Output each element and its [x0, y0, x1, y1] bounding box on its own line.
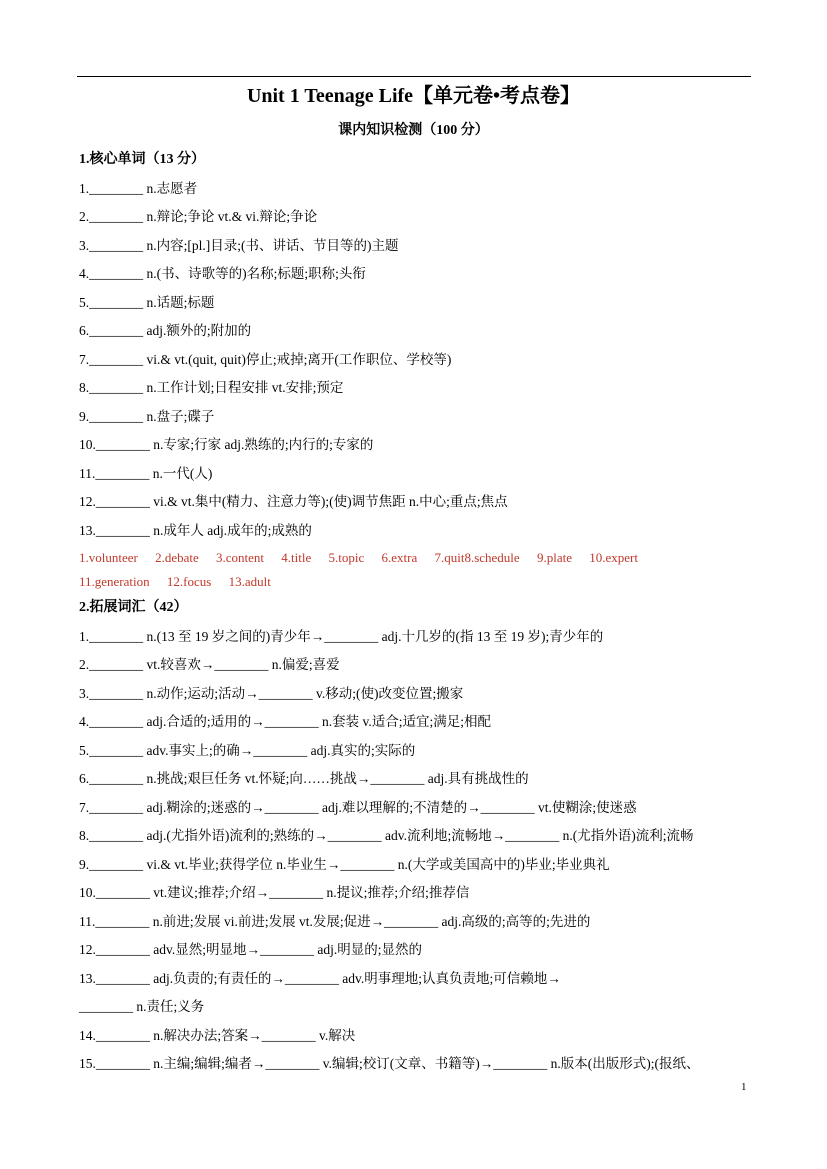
page-number: 1: [741, 1081, 747, 1093]
s2-item-11: 11.________ n.前进;发展 vi.前进;发展 vt.发展;促进→________ adj.高级的;高等的;先进的: [79, 914, 591, 929]
answer: 11.generation: [79, 574, 150, 589]
s1-item-10: 10.________ n.专家;行家 adj.熟练的;内行的;专家的: [79, 437, 374, 452]
answers-line-2: [79, 572, 285, 592]
s1-item-6: 6.________ adj.额外的;附加的: [79, 323, 252, 338]
s2-item-12: 12.________ adv.显然;明显地→________ adj.明显的;显然的: [79, 942, 422, 957]
s2-item-9: 9.________ vi.& vt.毕业;获得学位 n.毕业生→________ n.(大学或美国高中的)毕业;毕业典礼: [79, 857, 610, 872]
answer: 4.title: [281, 550, 312, 565]
s1-item-8: 8.________ n.工作计划;日程安排 vt.安排;预定: [79, 380, 344, 395]
answer: 9.plate: [536, 550, 572, 565]
s2-item-15: 15.________ n.主编;编辑;编者→________ v.编辑;校订(文章、书籍等)→________ n.版本(出版形式);(报纸、: [79, 1056, 700, 1071]
s2-item-3: 3.________ n.动作;运动;活动→________ v.移动;(使)改变位置;搬家: [79, 686, 464, 701]
answer: 5.topic: [328, 550, 365, 565]
top-rule: [77, 76, 751, 77]
answer: 13.adult: [228, 574, 271, 589]
s2-item-8: 8.________ adj.(尤指外语)流利的;熟练的→________ adv.流利地;流畅地→________ n.(尤指外语)流利;流畅: [79, 828, 694, 843]
s2-item-14: 14.________ n.解决办法;答案→________ v.解决: [79, 1028, 356, 1043]
s1-item-11: 11.________ n.一代(人): [79, 466, 213, 481]
answers-line-1: [79, 548, 652, 568]
s2-item-7: 7.________ adj.糊涂的;迷惑的→________ adj.难以理解的;不清楚的→________ vt.使糊涂;使迷惑: [79, 800, 637, 815]
s2-item-5: 5.________ adv.事实上;的确→________ adj.真实的;实际的: [79, 743, 416, 758]
answer: 10.expert: [589, 550, 638, 565]
s1-item-5: 5.________ n.话题;标题: [79, 295, 215, 310]
s2-item-6: 6.________ n.挑战;艰巨任务 vt.怀疑;向……挑战→________ adj.具有挑战性的: [79, 771, 529, 786]
answer: 6.extra: [381, 550, 418, 565]
answer: 7.quit8.schedule: [434, 550, 520, 565]
s2-item-10: 10.________ vt.建议;推荐;介绍→________ n.提议;推荐;介绍;推荐信: [79, 885, 470, 900]
answer: 2.debate: [155, 550, 199, 565]
s2-item-13-cont: ________ n.责任;义务: [79, 999, 205, 1014]
section1-heading: 1.核心单词（13 分）: [79, 152, 205, 167]
section2-heading: 2.拓展词汇（42）: [79, 600, 188, 615]
s2-item-13: 13.________ adj.负责的;有责任的→________ adv.明事理地;认真负责地;可信赖地→: [79, 971, 561, 986]
answer: 1.volunteer: [79, 550, 138, 565]
s1-item-12: 12.________ vi.& vt.集中(精力、注意力等);(使)调节焦距 n.中心;重点;焦点: [79, 494, 508, 509]
s1-item-3: 3.________ n.内容;[pl.]目录;(书、讲话、节目等的)主题: [79, 238, 399, 253]
s2-item-1: 1.________ n.(13 至 19 岁之间的)青少年→________ adj.十几岁的(指 13 至 19 岁);青少年的: [79, 629, 604, 644]
s2-item-2: 2.________ vt.较喜欢→________ n.偏爱;喜爱: [79, 657, 340, 672]
answer: 3.content: [216, 550, 265, 565]
s1-item-1: 1.________ n.志愿者: [79, 181, 198, 196]
s1-item-13: 13.________ n.成年人 adj.成年的;成熟的: [79, 523, 312, 538]
page-subtitle: 课内知识检测（100 分）: [338, 123, 489, 138]
s2-item-4: 4.________ adj.合适的;适用的→________ n.套装 v.适合;适宜;满足;相配: [79, 714, 491, 729]
answer: 12.focus: [166, 574, 212, 589]
page-title: Unit 1 Teenage Life【单元卷•考点卷】: [246, 85, 581, 107]
s1-item-9: 9.________ n.盘子;碟子: [79, 409, 215, 424]
s1-item-2: 2.________ n.辩论;争论 vt.& vi.辩论;争论: [79, 209, 318, 224]
s1-item-4: 4.________ n.(书、诗歌等的)名称;标题;职称;头衔: [79, 266, 366, 281]
s1-item-7: 7.________ vi.& vt.(quit, quit)停止;戒掉;离开(工作职位、学校等): [79, 352, 452, 367]
